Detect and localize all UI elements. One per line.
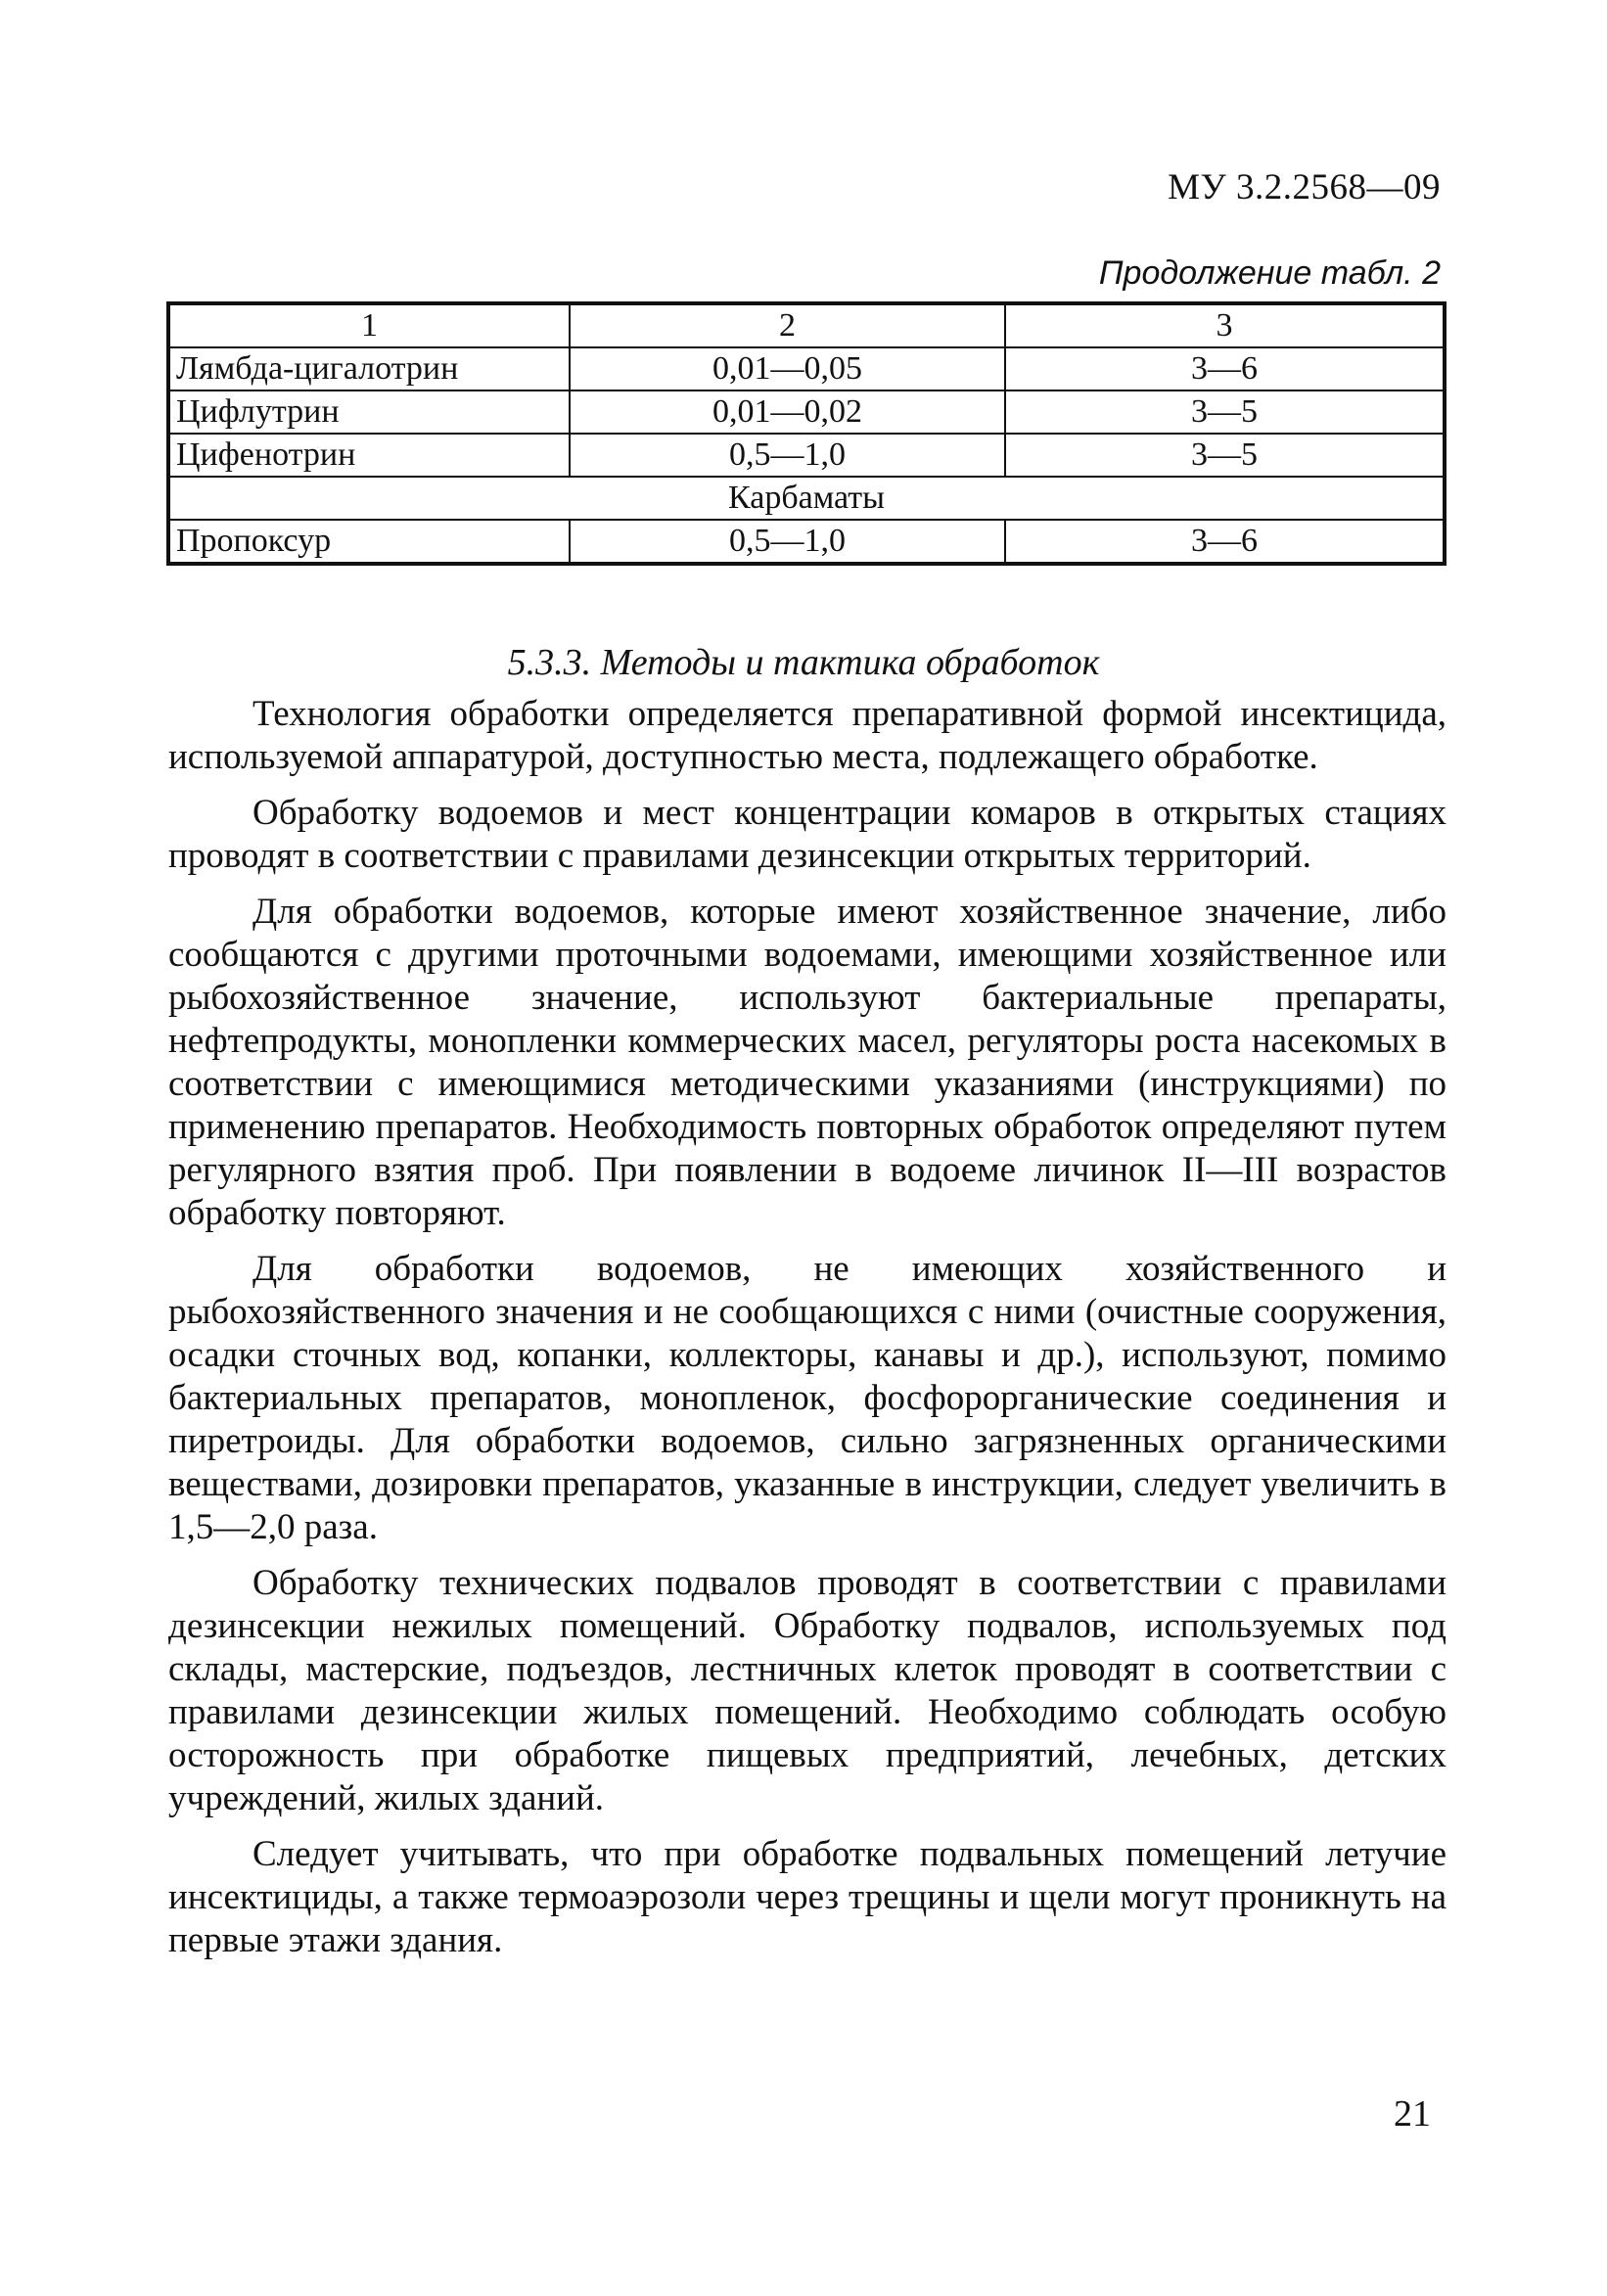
cell-days: 3—6 bbox=[1005, 520, 1445, 564]
table-header-row bbox=[168, 303, 1445, 347]
cell-dose: 0,5—1,0 bbox=[570, 520, 1005, 564]
column-header: 2 bbox=[570, 303, 1005, 347]
section-heading: 5.3.3. Методы и тактика обработок bbox=[507, 642, 1100, 683]
cell-days: 3—5 bbox=[1005, 390, 1445, 434]
table-row bbox=[168, 434, 1445, 477]
table-caption: Продолжение табл. 2 bbox=[1098, 254, 1441, 292]
paragraph: Обработку технических подвалов проводят в соответствии с правилами дезинсекции нежилых помещений. Обработку подвалов, используемых под склады, мастерские, подъездов, лестничных клеток проводят в соответствии с правилами дезинсекции жилых помещений. Необходимо соблюдать особую осторожность при обработке пищевых предприятий, лечебных, детских учреждений, жилых зданий. bbox=[168, 1563, 1446, 1818]
table-row bbox=[168, 390, 1445, 434]
document-code: МУ 3.2.2568—09 bbox=[1168, 167, 1441, 207]
paragraph: Следует учитывать, что при обработке подвальных помещений летучие инсектициды, а также термоаэрозоли через трещины и щели могут проникнуть на первые этажи здания. bbox=[168, 1834, 1446, 1960]
cell-name: Пропоксур bbox=[168, 520, 570, 564]
table-section-row bbox=[168, 477, 1445, 520]
column-header: 3 bbox=[1005, 303, 1445, 347]
cell-dose: 0,01—0,05 bbox=[570, 347, 1005, 390]
cell-days: 3—5 bbox=[1005, 434, 1445, 477]
page-number: 21 bbox=[1394, 2093, 1431, 2135]
paragraph: Для обработки водоемов, которые имеют хозяйственное значение, либо сообщаются с другими проточными водоемами, имеющими хозяйственное или рыбохозяйственное значение, используют бактериальные препараты, нефтепродукты, монопленки коммерческих масел, регуляторы роста насекомых в соответствии с имеющимися методическими указаниями (инструкциями) по применению препаратов. Необходимость повторных обработок определяют путем регулярного взятия проб. При появлении в водоеме личинок II—III возрастов обработку повторяют. bbox=[168, 892, 1446, 1233]
data-table bbox=[166, 301, 1446, 566]
paragraph: Для обработки водоемов, не имеющих хозяйственного и рыбохозяйственного значения и не сообщающихся с ними (очистные сооружения, осадки сточных вод, копанки, коллекторы, канавы и др.), используют, помимо бактериальных препаратов, монопленок, фосфорорганические соединения и пиретроиды. Для обработки водоемов, сильно загрязненных органическими веществами, дозировки препаратов, указанные в инструкции, следует увеличить в 1,5—2,0 раза. bbox=[168, 1249, 1446, 1547]
cell-name: Цифлутрин bbox=[168, 390, 570, 434]
table-section-label: Карбаматы bbox=[168, 477, 1445, 520]
paragraph: Обработку водоемов и мест концентрации комаров в открытых стациях проводят в соответствии с правилами дезинсекции открытых территорий. bbox=[168, 793, 1446, 876]
table-row bbox=[168, 347, 1445, 390]
paragraph: Технология обработки определяется препаративной формой инсектицида, используемой аппаратурой, доступностью места, подлежащего обработке. bbox=[168, 694, 1446, 777]
body-text bbox=[168, 693, 1446, 1975]
cell-name: Цифенотрин bbox=[168, 434, 570, 477]
table-row bbox=[168, 520, 1445, 564]
column-header: 1 bbox=[168, 303, 570, 347]
cell-dose: 0,5—1,0 bbox=[570, 434, 1005, 477]
cell-dose: 0,01—0,02 bbox=[570, 390, 1005, 434]
cell-name: Лямбда-цигалотрин bbox=[168, 347, 570, 390]
cell-days: 3—6 bbox=[1005, 347, 1445, 390]
